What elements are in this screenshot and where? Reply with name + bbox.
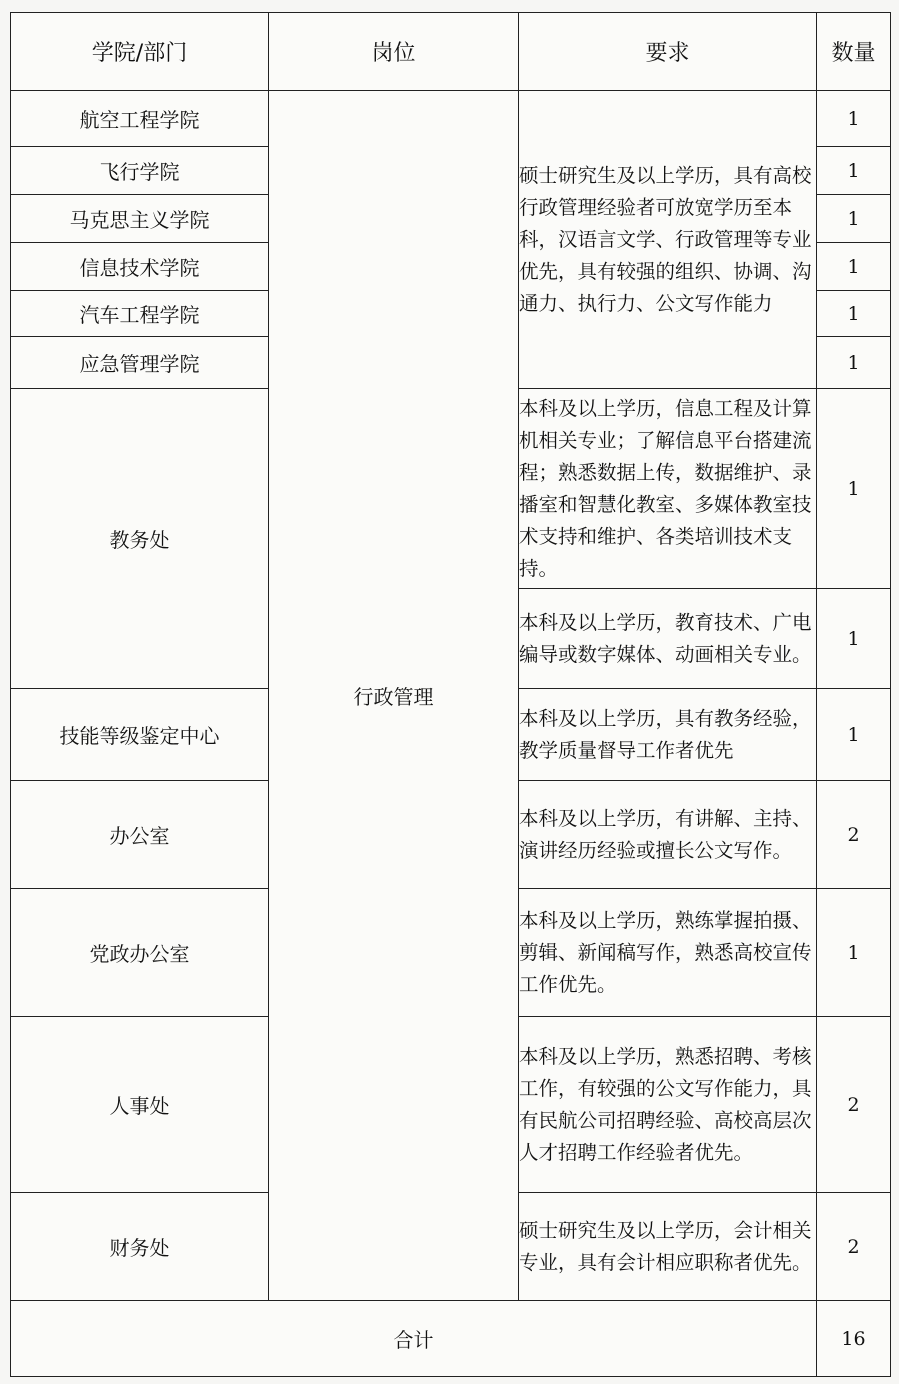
count-cell: 1 [817, 389, 891, 589]
count-cell: 1 [817, 889, 891, 1017]
total-label: 合计 [11, 1301, 817, 1377]
requirement-cell [519, 91, 817, 389]
dept-cell: 飞行学院 [11, 147, 269, 195]
count-cell: 1 [817, 337, 891, 389]
header-dept: 学院/部门 [11, 13, 269, 91]
requirement-cell [519, 1193, 817, 1301]
requirement-cell [519, 389, 817, 589]
recruitment-table [10, 12, 891, 1377]
requirement-text: 本科及以上学历，熟悉招聘、考核工作，有较强的公文写作能力，具有民航公司招聘经验、高校高层次人才招聘工作经验者优先。 [519, 1044, 812, 1164]
total-row [11, 1301, 891, 1377]
requirement-cell [519, 1017, 817, 1193]
dept-cell: 技能等级鉴定中心 [11, 689, 269, 781]
count-cell: 1 [817, 195, 891, 243]
count-cell: 1 [817, 91, 891, 147]
requirement-text: 本科及以上学历，具有教务经验，教学质量督导工作者优先 [519, 706, 812, 762]
total-count: 16 [817, 1301, 891, 1377]
requirement-text: 本科及以上学历，教育技术、广电编导或数字媒体、动画相关专业。 [519, 610, 812, 666]
dept-cell: 教务处 [11, 389, 269, 689]
header-req: 要求 [519, 13, 817, 91]
header-num: 数量 [817, 13, 891, 91]
count-cell: 2 [817, 781, 891, 889]
requirement-text: 本科及以上学历，熟练掌握拍摄、剪辑、新闻稿写作，熟悉高校宣传工作优先。 [519, 908, 812, 996]
dept-cell: 信息技术学院 [11, 243, 269, 291]
count-cell: 1 [817, 291, 891, 337]
requirement-text: 本科及以上学历，有讲解、主持、演讲经历经验或擅长公文写作。 [519, 806, 812, 862]
dept-cell: 财务处 [11, 1193, 269, 1301]
header-post: 岗位 [269, 13, 519, 91]
dept-cell: 航空工程学院 [11, 91, 269, 147]
count-cell: 1 [817, 589, 891, 689]
table-row [11, 91, 891, 147]
requirement-text: 硕士研究生及以上学历，会计相关专业，具有会计相应职称者优先。 [519, 1218, 812, 1274]
requirement-cell [519, 589, 817, 689]
requirement-text: 本科及以上学历，信息工程及计算机相关专业；了解信息平台搭建流程；熟悉数据上传，数据维护、录播室和智慧化教室、多媒体教室技术支持和维护、各类培训技术支持。 [519, 396, 812, 580]
post-cell: 行政管理 [269, 91, 519, 1301]
requirement-cell [519, 781, 817, 889]
dept-cell: 应急管理学院 [11, 337, 269, 389]
count-cell: 1 [817, 243, 891, 291]
dept-cell: 汽车工程学院 [11, 291, 269, 337]
dept-cell: 党政办公室 [11, 889, 269, 1017]
requirement-cell [519, 889, 817, 1017]
count-cell: 2 [817, 1193, 891, 1301]
dept-cell: 马克思主义学院 [11, 195, 269, 243]
count-cell: 2 [817, 1017, 891, 1193]
requirement-text: 硕士研究生及以上学历，具有高校行政管理经验者可放宽学历至本科，汉语言文学、行政管理等专业优先，具有较强的组织、协调、沟通力、执行力、公文写作能力 [519, 163, 812, 315]
dept-cell: 办公室 [11, 781, 269, 889]
count-cell: 1 [817, 689, 891, 781]
requirement-cell [519, 689, 817, 781]
count-cell: 1 [817, 147, 891, 195]
dept-cell: 人事处 [11, 1017, 269, 1193]
header-row [11, 13, 891, 91]
